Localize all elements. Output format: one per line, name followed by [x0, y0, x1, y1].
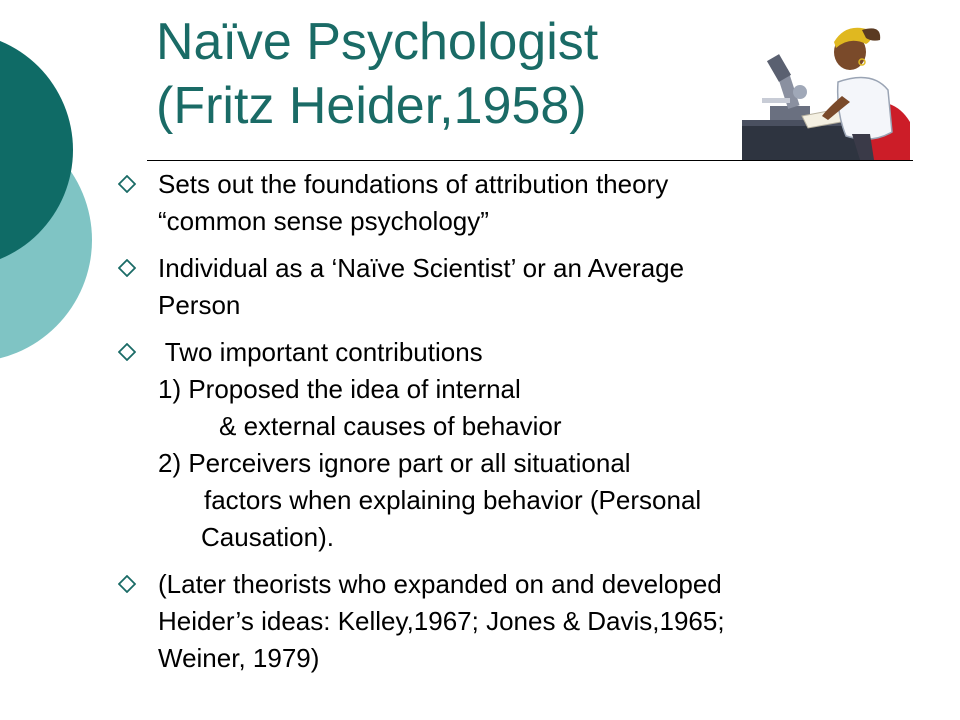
bullet-item: [118, 166, 848, 240]
bullet-text: Sets out the foundations of attribution theory: [158, 169, 669, 199]
title-line-1: Naïve Psychologist: [156, 13, 599, 71]
hollow-diamond-icon: [118, 343, 136, 361]
bullet-item: [118, 250, 848, 324]
bullet-text: Individual as a ‘Naïve Scientist’ or an Average: [158, 253, 685, 283]
bullet-text: Person: [158, 290, 241, 320]
sub-item-text: factors when explaining behavior (Personal: [204, 485, 702, 515]
sub-item-text: & external causes of behavior: [219, 411, 562, 441]
bullet-item: [118, 566, 848, 677]
bullet-text: Heider’s ideas: Kelley,1967; Jones & Davis,1965;: [158, 606, 725, 636]
bullet-text: Weiner, 1979): [158, 643, 320, 673]
bullet-text: Two important contributions: [158, 337, 483, 367]
slide-title: [156, 10, 736, 138]
decorative-circles: [0, 0, 110, 420]
bullet-list: [118, 166, 848, 677]
title-divider: [147, 160, 913, 161]
scientist-microscope-illustration: [742, 12, 912, 160]
hollow-diamond-icon: [118, 259, 136, 277]
bullet-text: “common sense psychology”: [158, 206, 489, 236]
bullet-item: [118, 334, 848, 371]
bullet-text: (Later theorists who expanded on and developed: [158, 569, 722, 599]
sub-item-text: Causation).: [201, 522, 334, 552]
sub-item-text: 1) Proposed the idea of internal: [158, 374, 521, 404]
hollow-diamond-icon: [118, 175, 136, 193]
title-line-2: (Fritz Heider,1958): [156, 77, 587, 135]
sub-item-text: 2) Perceivers ignore part or all situational: [158, 448, 631, 478]
hollow-diamond-icon: [118, 575, 136, 593]
